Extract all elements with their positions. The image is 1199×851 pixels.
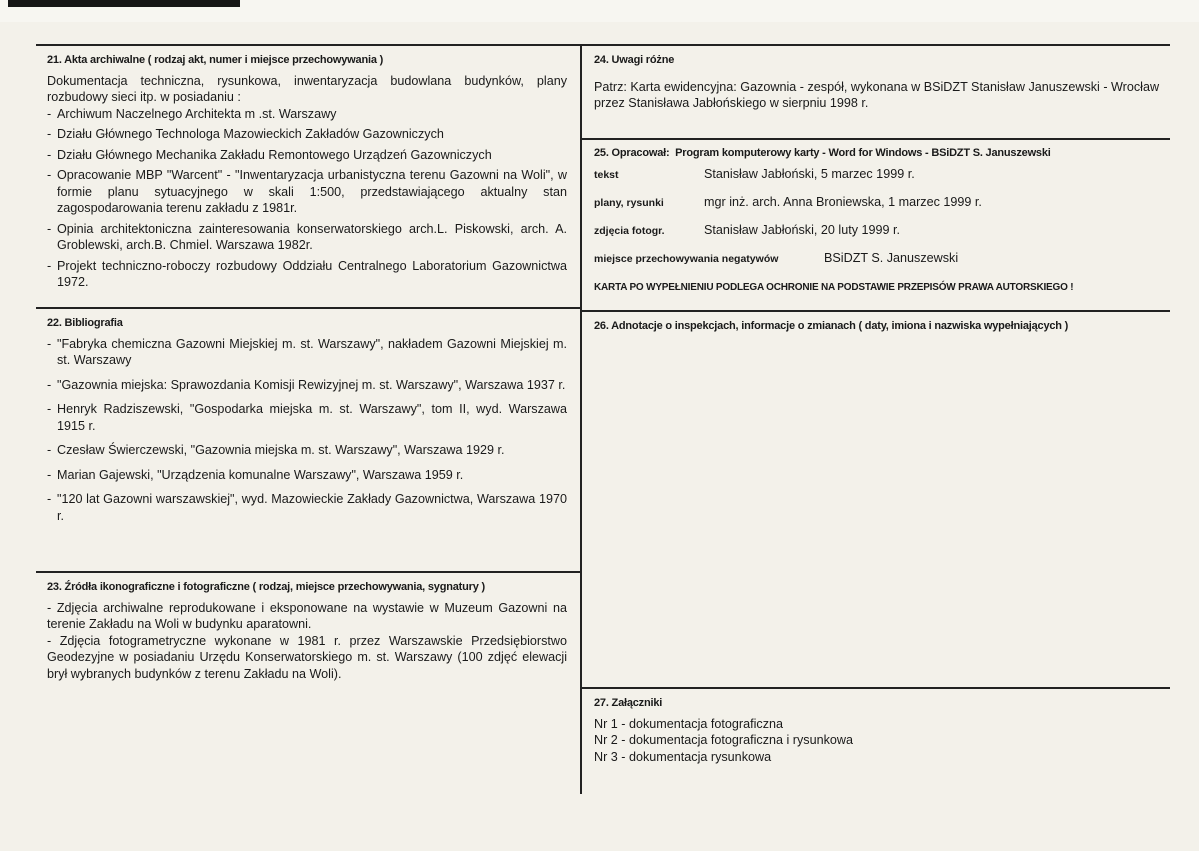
section-26-annotations (594, 318, 1162, 339)
section-27-heading: 27. Załączniki (594, 697, 663, 709)
list-item: Nr 3 - dokumentacja rysunkowa (594, 749, 772, 764)
section-21-archives (47, 52, 567, 291)
list-item: - "Gazownia miejska: Sprawozdania Komisji Rewizyjnej m. st. Warszawy", Warszawa 1937 r. (47, 377, 566, 392)
list-item: - Działu Głównego Mechanika Zakładu Remontowego Urządzeń Gazowniczych (47, 147, 492, 162)
section-24-text: Patrz: Karta ewidencyjna: Gazownia - zespół, wykonana w BSiDZT Stanisław Januszewski - Wrocław przez Stanisława Jabłońskiego w sierpniu 1998 r. (594, 79, 1160, 110)
list-item: - Opracowanie MBP "Warcent" - "Inwentaryzacja urbanistyczna terenu Gazowni na Woli", w formie planu sytuacyjnego w skali 1:500, przedstawiającego aktualny stan zagospodarowania terenu zakładu z 1981r. (47, 168, 567, 215)
rule-s27 (580, 687, 1170, 689)
rule-top-right (580, 44, 1170, 46)
section-23-iconographic-sources (47, 579, 567, 682)
prepared-row: zdjęcia fotogr. Stanisław Jabłoński, 20 luty 1999 r. (594, 222, 901, 237)
section-21-intro: Dokumentacja techniczna, rysunkowa, inwentaryzacja budowlana budynków, plany rozbudowy sieci itp. w posiadaniu : (47, 73, 567, 104)
list-item: - "Fabryka chemiczna Gazowni Miejskiej m. st. Warszawy", nakładem Gazowni Miejskiej m. st. Warszawy (47, 336, 567, 367)
list-item: Nr 1 - dokumentacja fotograficzna (594, 716, 783, 731)
top-black-bar (8, 0, 240, 7)
list-item: - Opinia architektoniczna zainteresowania konserwatorskiego arch.L. Piskowski, arch. A. Groblewski, arch.B. Chmiel. Warszawa 1982r. (47, 221, 567, 252)
rule-top-left (36, 44, 581, 46)
list-item: - Zdjęcia fotogrametryczne wykonane w 1981 r. przez Warszawskie Przedsiębiorstwo Geodezyjne w posiadaniu Urzędu Konserwatorskiego m. st. Warszawy (100 zdjęć elewacji brył wybranych budynków z terenu Zakładu na Woli). (47, 633, 567, 681)
rule-s26 (580, 310, 1170, 312)
section-25-prepared-by (594, 145, 1169, 296)
list-item: - Czesław Świerczewski, "Gazownia miejska m. st. Warszawy", Warszawa 1929 r. (47, 443, 505, 457)
section-22-heading: 22. Bibliografia (47, 317, 123, 329)
prepared-row: plany, rysunki mgr inż. arch. Anna Broniewska, 1 marzec 1999 r. (594, 194, 982, 209)
list-item: Nr 2 - dokumentacja fotograficzna i rysunkowa (594, 733, 853, 747)
list-item: - Archiwum Naczelnego Architekta m .st. Warszawy (47, 106, 337, 121)
list-item: - "120 lat Gazowni warszawskiej", wyd. Mazowieckie Zakłady Gazownictwa, Warszawa 1970 r. (47, 492, 567, 523)
center-divider (580, 44, 582, 794)
rule-s25 (580, 138, 1170, 140)
section-26-heading: 26. Adnotacje o inspekcjach, informacje o zmianach ( daty, imiona i nazwiska wypełniających ) (594, 320, 1069, 332)
list-item: - Henryk Radziszewski, "Gospodarka miejska m. st. Warszawy", tom II, wyd. Warszawa 1915 r. (47, 402, 567, 433)
list-item: - Marian Gajewski, "Urządzenia komunalne Warszawy", Warszawa 1959 r. (47, 467, 464, 482)
rule-s23 (36, 571, 581, 573)
prepared-row: tekst Stanisław Jabłoński, 5 marzec 1999 r. (594, 166, 915, 181)
section-25-heading: 25. Opracował: Program komputerowy karty - Word for Windows - BSiDZT S. Januszewski (594, 147, 1051, 159)
section-27-attachments (594, 695, 1162, 765)
copyright-warning: KARTA PO WYPEŁNIENIU PODLEGA OCHRONIE NA PODSTAWIE PRZEPISÓW PRAWA AUTORSKIEGO ! (594, 281, 1074, 293)
section-23-heading: 23. Źródła ikonograficzne i fotograficzne ( rodzaj, miejsce przechowywania, sygnatury ) (47, 581, 485, 593)
section-24-heading: 24. Uwagi różne (594, 54, 675, 66)
section-24-remarks (594, 52, 1162, 112)
list-item: - Działu Głównego Technologa Mazowieckich Zakładów Gazowniczych (47, 127, 444, 141)
section-22-bibliography (47, 315, 567, 524)
list-item: - Zdjęcia archiwalne reprodukowane i eksponowane na wystawie w Muzeum Gazowni na terenie Zakładu na Woli w budynku aparatowni. (47, 600, 567, 631)
list-item: - Projekt techniczno-roboczy rozbudowy Oddziału Centralnego Laboratorium Gazownictwa 1972. (47, 258, 567, 289)
rule-s22 (36, 307, 581, 309)
section-21-heading: 21. Akta archiwalne ( rodzaj akt, numer i miejsce przechowywania ) (47, 54, 384, 66)
prepared-row: miejsce przechowywania negatywów BSiDZT S. Januszewski (594, 250, 959, 265)
